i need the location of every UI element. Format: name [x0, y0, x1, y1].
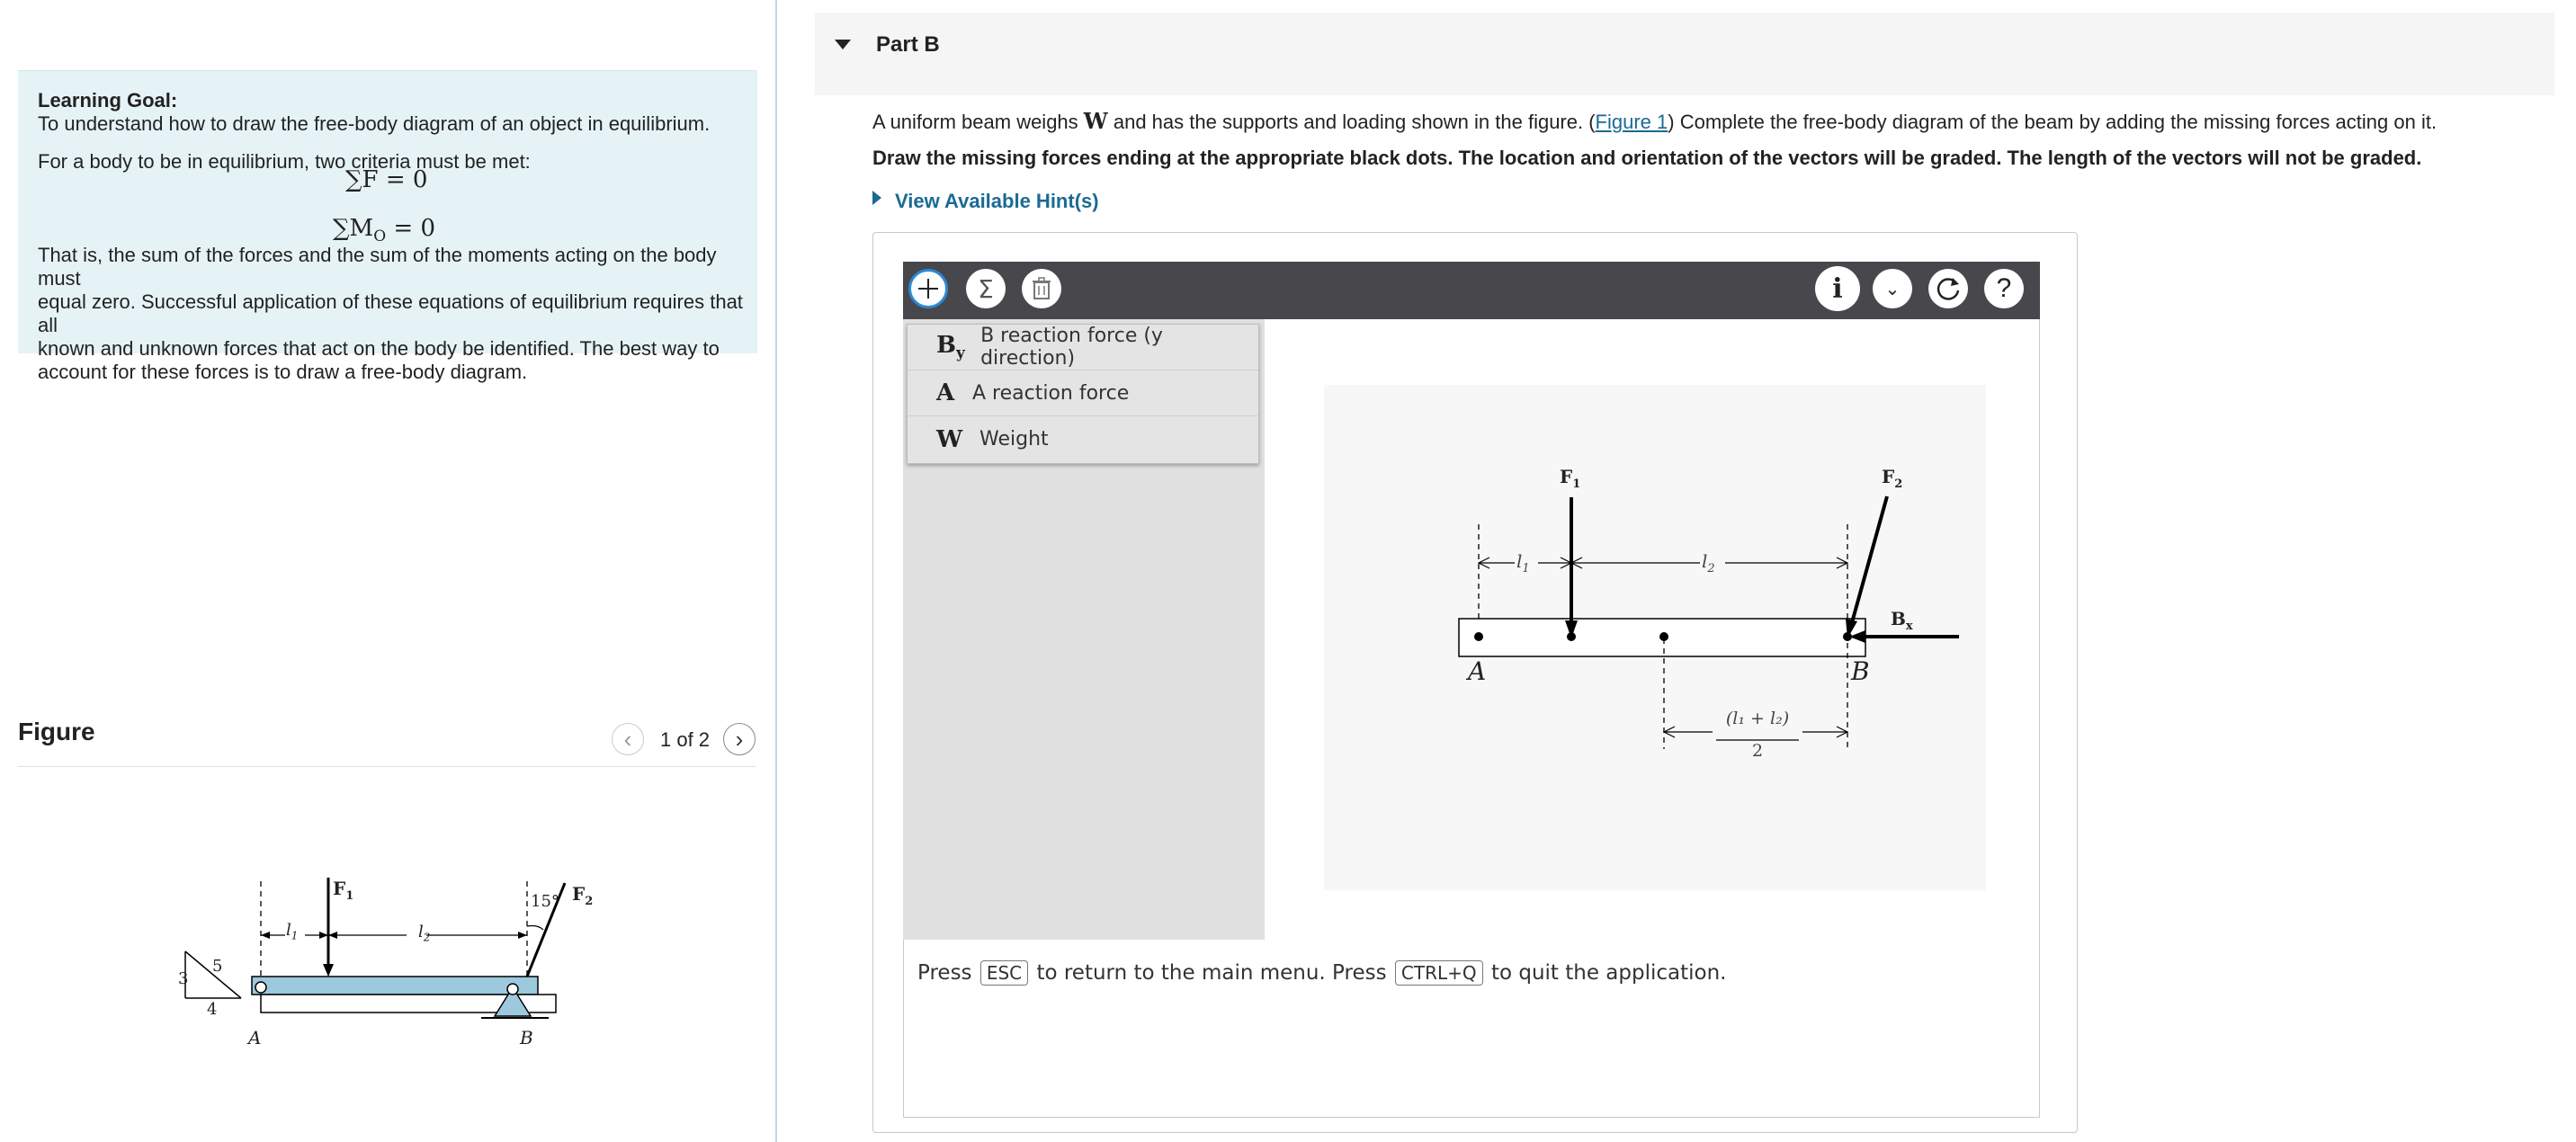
figure-angle-label: 15° [531, 892, 559, 911]
esc-key: ESC [980, 960, 1028, 986]
esc-text-3: to quit the application. [1484, 961, 1727, 985]
figure-link[interactable]: Figure 1 [1595, 111, 1668, 133]
vector-menu [907, 324, 1259, 464]
fbd-l1-label [1516, 550, 1530, 575]
trash-glyph [1032, 277, 1051, 300]
fbd-l2-label [1702, 550, 1715, 575]
by-letter: B [936, 331, 956, 359]
f2-letter: F [572, 883, 586, 905]
figure-slope-5: 5 [212, 957, 223, 976]
chevron-left-icon: ‹ [623, 725, 632, 753]
add-vector-icon[interactable] [908, 269, 948, 308]
help-icon[interactable]: ? [1984, 269, 2024, 308]
figure-l2-label [418, 923, 430, 944]
info-icon[interactable]: i [1815, 266, 1860, 311]
fbd-bx-sub: x [1905, 620, 1913, 633]
point-a-dot[interactable] [1474, 632, 1483, 641]
l2-sub: 2 [423, 931, 431, 944]
explanation-paragraph [38, 244, 757, 384]
esc-text-2: to return to the main menu. Press [1030, 961, 1393, 985]
fbd-mid-denominator: 2 [1751, 741, 1764, 761]
previous-figure-button[interactable] [612, 723, 644, 755]
reset-glyph [1935, 275, 1962, 302]
question-pre: A uniform beam weighs [872, 111, 1084, 133]
menu-item-label: Weight [979, 428, 1049, 451]
fbd-f2-sub: 2 [1894, 477, 1903, 491]
l1-letter: l [286, 921, 291, 940]
fbd-b-label: B [1851, 656, 1870, 686]
reset-icon[interactable] [1928, 269, 1968, 308]
a-symbol: A [936, 379, 955, 406]
by-symbol [936, 332, 980, 362]
question-mid: and has the supports and loading shown in the figure. ( [1107, 111, 1596, 133]
learning-goal-text: To understand how to draw the free-body diagram of an object in equilibrium. [38, 112, 711, 135]
next-figure-button[interactable] [723, 723, 756, 755]
moments-subscript: O [373, 228, 387, 246]
sum-moments-equation [333, 215, 435, 245]
f1-sub: 1 [345, 889, 354, 903]
fbd-diagram [1324, 385, 1986, 890]
fbd-f1-letter: F [1560, 466, 1573, 487]
esc-text-1: Press [917, 961, 979, 985]
figure-slope-4: 4 [207, 1000, 218, 1019]
trash-icon[interactable] [1022, 269, 1061, 308]
fbd-bx-letter: B [1891, 608, 1906, 629]
fbd-l1-sub: 1 [1522, 562, 1530, 575]
toolbar [903, 262, 2040, 319]
figure-title: Figure [18, 718, 95, 745]
sum-moments-symbol: ∑M [333, 215, 374, 242]
keyboard-instructions [917, 960, 1727, 986]
explanation-line: account for these forces is to draw a free-body diagram. [38, 361, 528, 383]
figure-b-label: B [520, 1027, 533, 1048]
figure-divider [18, 766, 756, 767]
dropdown-icon[interactable]: ⌄ [1873, 269, 1912, 308]
ctrl-q-key: CTRL+Q [1395, 960, 1483, 986]
part-b-header[interactable] [815, 13, 2554, 95]
fbd-f2-label [1882, 466, 1902, 491]
menu-item-weight[interactable] [908, 416, 1258, 462]
by-sub: y [955, 344, 965, 363]
menu-item-label: A reaction force [972, 381, 1130, 405]
collapse-triangle-icon[interactable] [835, 40, 851, 49]
f2-sub: 2 [585, 895, 594, 908]
fbd-bx-label [1891, 608, 1913, 633]
w-symbol: W [936, 425, 963, 453]
learning-goal-heading: Learning Goal: [38, 89, 178, 112]
fbd-f2-letter: F [1882, 466, 1895, 487]
explanation-line: equal zero. Successful application of these equations of equilibrium requires that all [38, 290, 743, 336]
learning-goal-box [18, 70, 757, 383]
menu-item-a[interactable] [908, 370, 1258, 416]
sum-forces-equation: ∑F = 0 [345, 166, 428, 193]
l2-letter: l [418, 923, 424, 941]
fbd-mid-numerator: (l₁ + l₂) [1725, 709, 1790, 728]
sum-icon[interactable]: Σ [966, 269, 1006, 308]
question-post: ) Complete the free-body diagram of the beam by adding the missing forces acting on it. [1668, 111, 2437, 133]
instruction-text: Draw the missing forces ending at the appropriate black dots. The location and orientation of the vectors will be graded. The length of the vectors will not be graded. [872, 147, 2422, 169]
figure-f2-label [572, 883, 593, 908]
figure-slope-3: 3 [178, 969, 189, 988]
moments-rest: = 0 [386, 215, 435, 242]
chevron-right-icon: › [735, 725, 744, 753]
fbd-f1-sub: 1 [1572, 477, 1581, 491]
fbd-l2-sub: 2 [1707, 562, 1715, 575]
question-text [872, 108, 2437, 134]
l1-sub: 1 [291, 929, 299, 942]
fbd-l1-letter: l [1516, 550, 1523, 572]
menu-item-by[interactable] [908, 325, 1258, 370]
beam [252, 977, 538, 995]
figure-f1-label [333, 878, 353, 903]
hint-expand-icon[interactable] [872, 191, 881, 205]
figure-l1-label [286, 921, 298, 942]
fbd-l2-letter: l [1702, 550, 1708, 572]
plus-glyph [917, 277, 940, 300]
menu-item-label: B reaction force (y direction) [980, 325, 1163, 370]
explanation-line: known and unknown forces that act on the body be identified. The best way to [38, 337, 720, 360]
point-center-dot[interactable] [1659, 632, 1668, 641]
criteria-text: For a body to be in equilibrium, two criteria must be met: [38, 150, 531, 173]
part-title: Part B [876, 32, 940, 57]
f1-letter: F [333, 878, 346, 899]
explanation-line: That is, the sum of the forces and the sum of the moments acting on the body must [38, 244, 717, 290]
view-hints-link[interactable]: View Available Hint(s) [895, 190, 1099, 212]
figure-a-label: A [248, 1027, 262, 1048]
fbd-f1-label [1560, 466, 1580, 491]
fbd-a-label: A [1468, 656, 1487, 686]
drawing-canvas[interactable] [1324, 385, 1986, 890]
figure-pager: 1 of 2 [660, 728, 711, 751]
f2-vector [1851, 496, 1887, 626]
weight-symbol: W [1083, 108, 1108, 134]
